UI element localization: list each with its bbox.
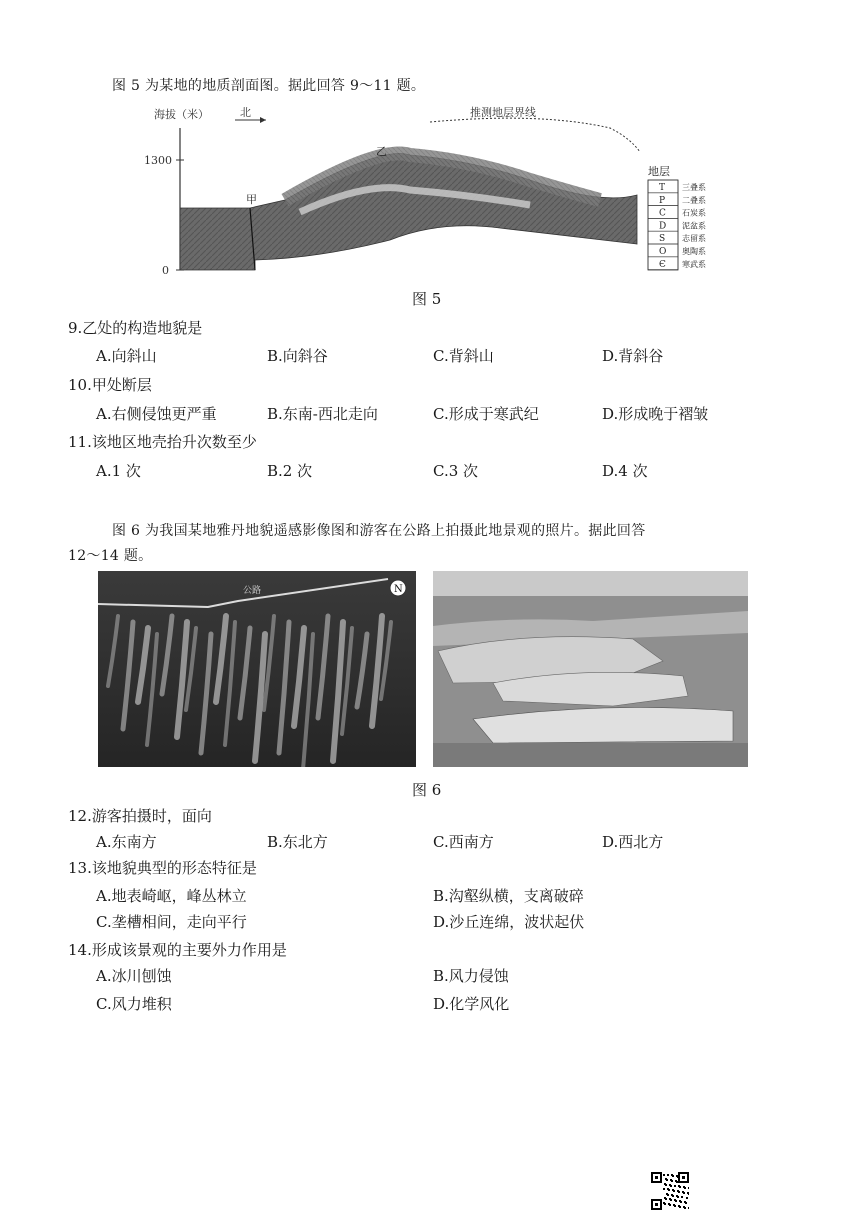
answer-option[interactable]: C.背斜山 — [433, 347, 494, 365]
intro-fig6-line2: 12～14 题。 — [68, 548, 153, 564]
answer-option[interactable]: B.东北方 — [267, 833, 328, 851]
legend-code: S — [659, 234, 666, 245]
answer-option[interactable]: A.1 次 — [96, 462, 141, 480]
answer-option[interactable]: C.垄槽相间，走向平行 — [96, 913, 247, 931]
legend-name: 泥盆系 — [682, 221, 706, 231]
answer-option[interactable]: C.风力堆积 — [96, 995, 172, 1013]
answer-option[interactable]: D.形成晚于褶皱 — [602, 405, 709, 423]
north-direction-label: 北 — [240, 106, 251, 119]
strata-body — [180, 153, 637, 270]
remote-sensing-image — [98, 571, 416, 767]
answer-option[interactable]: A.地表崎岖，峰丛林立 — [96, 887, 247, 905]
answer-option[interactable]: C.形成于寒武纪 — [433, 405, 539, 423]
answer-option[interactable]: D.4 次 — [602, 462, 648, 480]
answer-option[interactable]: D.沙丘连绵，波状起伏 — [433, 913, 585, 931]
legend-title: 地层 — [648, 165, 670, 178]
inferred-boundary-line — [430, 118, 640, 152]
question-stem: 14.形成该景观的主要外力作用是 — [68, 941, 287, 959]
point-jia-label: 甲 — [246, 193, 257, 206]
y-axis-label: 海拔（米） — [154, 108, 209, 121]
question-stem: 10.甲处断层 — [68, 376, 152, 394]
legend-name: 奥陶系 — [682, 247, 706, 256]
answer-option[interactable]: D.背斜谷 — [602, 347, 664, 365]
legend-code: T — [659, 183, 666, 193]
north-label: N — [394, 584, 403, 595]
figure5-caption: 图 5 — [412, 290, 442, 308]
geologic-section-figure — [140, 100, 720, 280]
legend-code: C — [659, 208, 666, 219]
answer-option[interactable]: A.冰川刨蚀 — [96, 967, 172, 985]
legend-name: 二叠系 — [682, 195, 706, 205]
answer-option[interactable]: B.东南-西北走向 — [267, 405, 378, 423]
legend-code: O — [659, 247, 667, 257]
intro-fig5: 图 5 为某地的地质剖面图。据此回答 9～11 题。 — [112, 78, 426, 94]
point-yi-label: 乙 — [376, 145, 387, 158]
road-label: 公路 — [243, 586, 262, 596]
legend-code: D — [659, 221, 667, 232]
answer-option[interactable]: D.西北方 — [602, 833, 664, 851]
y-tick-bottom: 0 — [162, 264, 169, 277]
qr-code-icon — [651, 1172, 689, 1210]
legend — [648, 180, 706, 270]
question-stem: 13.该地貌典型的形态特征是 — [68, 859, 257, 877]
legend-name: 寒武系 — [682, 259, 706, 269]
inferred-boundary-label: 推测地层界线 — [470, 106, 536, 119]
legend-name: 石炭系 — [682, 208, 706, 218]
answer-option[interactable]: B.向斜谷 — [267, 347, 328, 365]
yardang-landscape-photo — [433, 571, 748, 767]
legend-name: 志留系 — [682, 234, 706, 244]
answer-option[interactable]: A.东南方 — [96, 833, 157, 851]
answer-option[interactable]: A.右侧侵蚀更严重 — [96, 405, 217, 423]
answer-option[interactable]: C.西南方 — [433, 833, 494, 851]
question-stem: 11.该地区地壳抬升次数至少 — [68, 433, 257, 451]
legend-code: Є — [659, 259, 666, 270]
answer-option[interactable]: B.风力侵蚀 — [433, 967, 509, 985]
legend-code: P — [659, 195, 666, 206]
answer-option[interactable]: A.向斜山 — [96, 347, 157, 365]
answer-option[interactable]: D.化学风化 — [433, 995, 510, 1013]
question-stem: 9.乙处的构造地貌是 — [68, 319, 203, 337]
legend-name: 三叠系 — [682, 183, 706, 192]
figure6-caption: 图 6 — [412, 781, 442, 799]
answer-option[interactable]: C.3 次 — [433, 462, 479, 480]
intro-fig6-line1: 图 6 为我国某地雅丹地貌遥感影像图和游客在公路上拍摄此地景观的照片。据此回答 — [112, 523, 646, 539]
question-stem: 12.游客拍摄时，面向 — [68, 807, 212, 825]
answer-option[interactable]: B.2 次 — [267, 462, 313, 480]
y-tick-top: 1300 — [144, 154, 172, 167]
answer-option[interactable]: B.沟壑纵横，支离破碎 — [433, 887, 584, 905]
